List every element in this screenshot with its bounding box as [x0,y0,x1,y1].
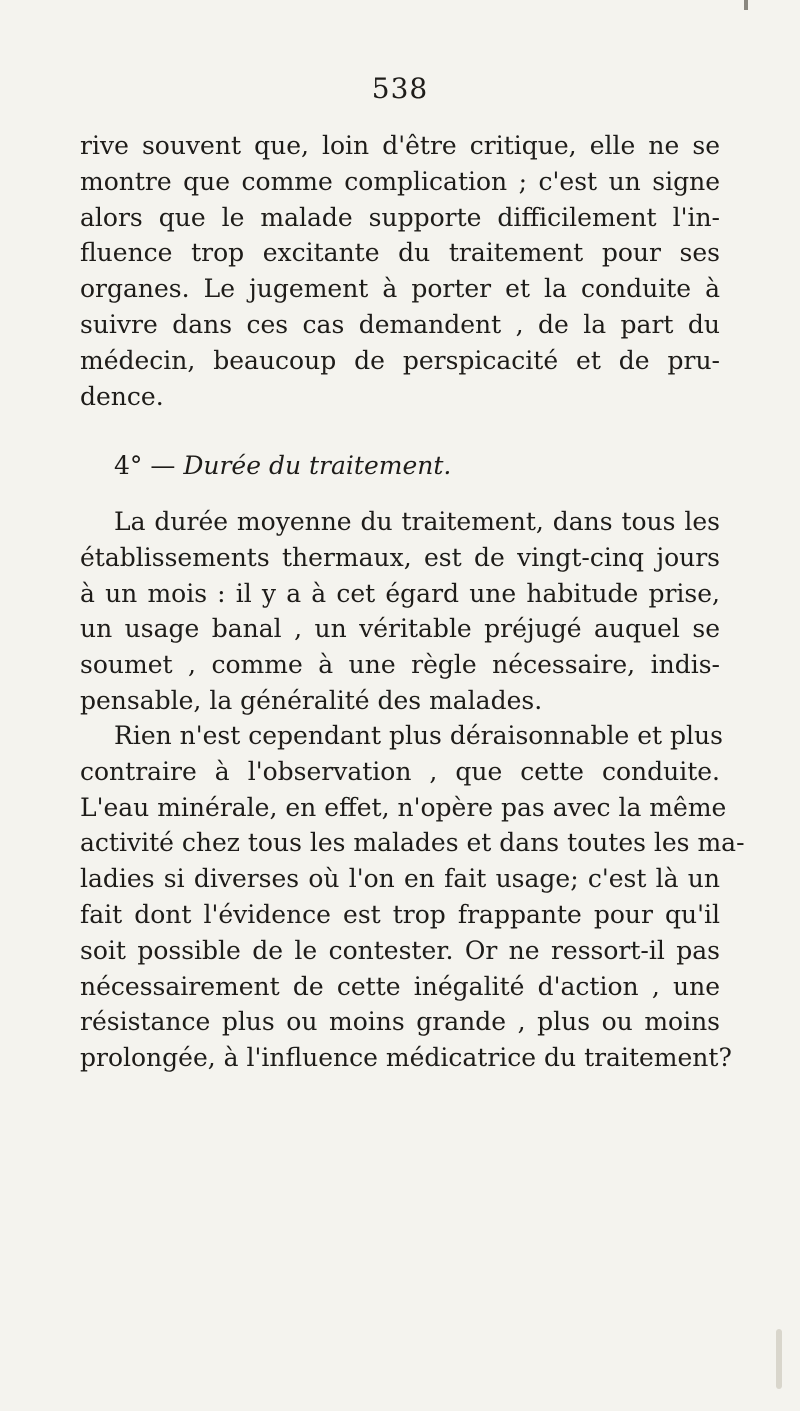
text-line: dence. [80,381,164,411]
page-edge-mark [776,1329,782,1389]
text-line: soit possible de le contester. Or ne ressort-il pas [80,935,720,965]
text-line: ladies si diverses où l'on en fait usage; c'est là un [80,864,720,894]
text-line: fait dont l'évidence est trop frappante pour qu'il [80,899,720,929]
text-line: fluence trop excitante du traitement pour ses [80,238,720,268]
section-title: Durée du traitement. [183,451,452,480]
text-line: La durée moyenne du traitement, dans tous les [114,507,720,536]
paragraph-duration [80,504,720,719]
text-line: à un mois : il y a à cet égard une habitude prise, [80,578,720,608]
text-line: Rien n'est cependant plus déraisonnable et plus [114,721,723,750]
text-line: suivre dans ces cas demandent , de la part du [80,309,720,339]
text-line: prolongée, à l'influence médicatrice du traitement? [80,1043,732,1073]
section-heading [80,446,720,486]
text-line: résistance plus ou moins grande , plus ou moins [80,1007,720,1037]
text-line: organes. Le jugement à porter et la conduite à [80,274,720,304]
text-line: soumet , comme à une règle nécessaire, indis- [80,650,720,680]
text-line: rive souvent que, loin d'être critique, elle ne se [80,131,720,160]
text-line: montre que comme complication ; c'est un signe [80,166,720,196]
text-line: alors que le malade supporte difficilement l'in- [80,202,720,232]
text-line: établissements thermaux, est de vingt-cinq jours [80,542,720,572]
text-line: activité chez tous les malades et dans toutes les ma- [80,828,745,858]
paragraph-continuation [80,128,720,414]
text-line: contraire à l'observation , que cette conduite. [80,756,720,786]
text-line: L'eau minérale, en effet, n'opère pas avec la même [80,792,727,822]
text-line: médecin, beaucoup de perspicacité et de pru- [80,345,720,375]
text-line: un usage banal , un véritable préjugé auquel se [80,614,720,644]
text-line: nécessairement de cette inégalité d'action , une [80,971,720,1001]
section-number: 4° — [114,451,176,480]
print-mark [744,0,748,10]
paragraph-argument [80,718,745,1076]
page-number: 538 [371,72,429,105]
text-line: pensable, la généralité des malades. [80,685,543,715]
